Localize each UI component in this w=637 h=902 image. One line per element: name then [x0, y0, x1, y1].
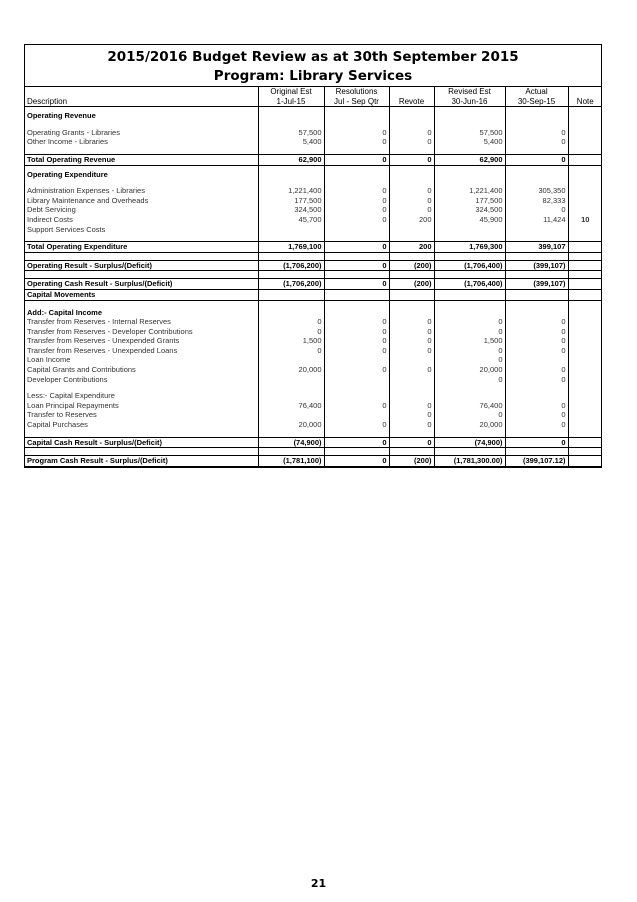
- cell-res: 0: [324, 215, 389, 225]
- cell-actual: [505, 355, 568, 365]
- operating-cash-result-row: [25, 279, 602, 290]
- cell-actual: (399,107.12): [505, 456, 568, 467]
- table-row: [25, 410, 602, 420]
- cell-actual: 305,350: [505, 186, 568, 196]
- cell-actual: 399,107: [505, 242, 568, 253]
- cell-rev: 0: [389, 205, 434, 215]
- cell-desc: Support Services Costs: [27, 224, 106, 234]
- cell-desc: Program Cash Result - Surplus/(Deficit): [25, 456, 258, 467]
- cell-orig: 177,500: [258, 196, 324, 206]
- cell-rev: [389, 225, 434, 235]
- cell-orig: (1,706,200): [258, 279, 324, 290]
- cell-rev: 0: [389, 336, 434, 346]
- cell-desc: Transfer to Reserves: [27, 410, 97, 420]
- cell-note: [568, 128, 602, 138]
- cell-actual: 0: [505, 137, 568, 147]
- budget-table: [25, 86, 602, 467]
- cell-rev: 200: [389, 215, 434, 225]
- cell-rev: 0: [389, 401, 434, 411]
- cell-res: 0: [324, 205, 389, 215]
- cell-actual: 82,333: [505, 196, 568, 206]
- cell-orig: [258, 355, 324, 365]
- cell-rev: 0: [389, 186, 434, 196]
- cell-orig: 20,000: [258, 365, 324, 375]
- cell-res: [324, 355, 389, 365]
- section-operating-revenue-label: Operating Revenue: [27, 111, 96, 121]
- cell-desc: Capital Cash Result - Surplus/(Deficit): [25, 437, 258, 448]
- cell-rev: (200): [389, 456, 434, 467]
- header-actual: Actual: [505, 87, 568, 97]
- header-revised-date: 30-Jun-16: [434, 97, 505, 107]
- total-operating-expenditure-row: [25, 242, 602, 253]
- header-original-est: Original Est: [258, 87, 324, 97]
- cell-desc: Developer Contributions: [27, 374, 108, 384]
- page-number: 21: [310, 877, 327, 890]
- cell-revised: [434, 225, 505, 235]
- cell-desc: Capital Grants and Contributions: [27, 365, 136, 375]
- cell-rev: 0: [389, 420, 434, 430]
- cell-desc: Total Operating Revenue: [25, 154, 258, 165]
- table-row: [25, 137, 602, 147]
- cell-orig: 45,700: [258, 215, 324, 225]
- cell-actual: 0: [505, 327, 568, 337]
- cell-actual: 0: [505, 317, 568, 327]
- section-capital-movements-label: Capital Movements: [25, 289, 258, 300]
- cell-rev: [389, 355, 434, 365]
- cell-actual: 0: [505, 346, 568, 356]
- table-row: [25, 215, 602, 225]
- section-capital-movements: [25, 289, 602, 300]
- cell-revised: 177,500: [434, 196, 505, 206]
- cell-actual: 0: [505, 437, 568, 448]
- cell-orig: 5,400: [258, 137, 324, 147]
- cell-res: 0: [324, 365, 389, 375]
- cell-note: [568, 205, 602, 215]
- cell-note: [568, 186, 602, 196]
- cell-rev: 0: [389, 365, 434, 375]
- header-note: Note: [568, 97, 602, 107]
- cell-res: 0: [324, 186, 389, 196]
- header-revote: Revote: [389, 97, 434, 107]
- header-row-1: [25, 87, 602, 97]
- table-row: [25, 401, 602, 411]
- operating-result-row: [25, 260, 602, 271]
- cell-orig: [258, 375, 324, 385]
- cell-revised: 1,221,400: [434, 186, 505, 196]
- cell-rev: 0: [389, 196, 434, 206]
- cell-revised: 76,400: [434, 401, 505, 411]
- cell-note: [568, 137, 602, 147]
- cell-rev: 0: [389, 437, 434, 448]
- cell-desc: Loan Income: [27, 355, 71, 365]
- cell-revised: (1,706,400): [434, 279, 505, 290]
- table-row: [25, 225, 602, 235]
- cell-orig: 1,500: [258, 336, 324, 346]
- cell-actual: 0: [505, 410, 568, 420]
- cell-revised: 57,500: [434, 128, 505, 138]
- cell-res: [324, 225, 389, 235]
- cell-actual: 0: [505, 401, 568, 411]
- table-row: [25, 196, 602, 206]
- cell-revised: 0: [434, 317, 505, 327]
- table-row: [25, 420, 602, 430]
- cell-revised: 20,000: [434, 420, 505, 430]
- cell-res: 0: [324, 456, 389, 467]
- cell-revised: 1,769,300: [434, 242, 505, 253]
- cell-rev: 200: [389, 242, 434, 253]
- budget-review-sheet: [24, 44, 602, 468]
- section-capital-expenditure: [25, 391, 602, 401]
- table-row: [25, 375, 602, 385]
- cell-desc: Operating Grants - Libraries: [27, 127, 120, 137]
- cell-actual: 0: [505, 336, 568, 346]
- cell-desc: Operating Cash Result - Surplus/(Deficit): [25, 279, 258, 290]
- cell-res: 0: [324, 401, 389, 411]
- cell-res: 0: [324, 327, 389, 337]
- cell-desc: Administration Expenses - Libraries: [27, 186, 145, 196]
- cell-orig: (74,900): [258, 437, 324, 448]
- section-capital-income-label: Add:- Capital Income: [27, 307, 103, 317]
- cell-desc: Indirect Costs: [27, 214, 73, 224]
- cell-actual: 0: [505, 375, 568, 385]
- section-operating-expenditure: [25, 170, 602, 180]
- capital-cash-result-row: [25, 437, 602, 448]
- header-revised-est: Revised Est: [434, 87, 505, 97]
- cell-rev: 0: [389, 128, 434, 138]
- header-original-date: 1-Jul-15: [258, 97, 324, 107]
- cell-rev: 0: [389, 346, 434, 356]
- cell-res: 0: [324, 260, 389, 271]
- header-actual-date: 30-Sep-15: [505, 97, 568, 107]
- cell-note: [568, 196, 602, 206]
- cell-desc: Transfer from Reserves - Unexpended Grants: [27, 336, 180, 346]
- cell-revised: 324,500: [434, 205, 505, 215]
- cell-desc: Transfer from Reserves - Developer Contributions: [27, 326, 193, 336]
- cell-revised: 0: [434, 410, 505, 420]
- table-row: [25, 327, 602, 337]
- cell-desc: Capital Purchases: [27, 420, 88, 430]
- cell-rev: 0: [389, 410, 434, 420]
- cell-orig: 76,400: [258, 401, 324, 411]
- cell-actual: [505, 225, 568, 235]
- header-resolutions-period: Jul - Sep Qtr: [324, 97, 389, 107]
- cell-res: 0: [324, 242, 389, 253]
- cell-rev: (200): [389, 260, 434, 271]
- cell-actual: 0: [505, 205, 568, 215]
- cell-orig: 57,500: [258, 128, 324, 138]
- cell-res: 0: [324, 346, 389, 356]
- cell-actual: 11,424: [505, 215, 568, 225]
- cell-res: 0: [324, 317, 389, 327]
- table-row: [25, 186, 602, 196]
- table-row: [25, 346, 602, 356]
- header-description: Description: [25, 97, 258, 107]
- cell-note: [568, 225, 602, 235]
- program-title: Program: Library Services: [213, 68, 413, 84]
- cell-revised: 45,900: [434, 215, 505, 225]
- cell-rev: 0: [389, 154, 434, 165]
- cell-res: [324, 410, 389, 420]
- cell-res: 0: [324, 336, 389, 346]
- cell-revised: 5,400: [434, 137, 505, 147]
- table-row: [25, 355, 602, 365]
- cell-res: 0: [324, 196, 389, 206]
- cell-orig: 1,221,400: [258, 186, 324, 196]
- cell-orig: [258, 410, 324, 420]
- cell-desc: Transfer from Reserves - Internal Reserves: [27, 317, 171, 327]
- cell-orig: 324,500: [258, 205, 324, 215]
- program-cash-result-row: [25, 456, 602, 467]
- section-capital-income: [25, 308, 602, 318]
- cell-desc: Debt Servicing: [27, 205, 76, 215]
- cell-rev: 0: [389, 137, 434, 147]
- cell-res: 0: [324, 420, 389, 430]
- cell-revised: 0: [434, 375, 505, 385]
- cell-orig: (1,781,100): [258, 456, 324, 467]
- cell-actual: 0: [505, 128, 568, 138]
- section-operating-revenue: [25, 111, 602, 121]
- header-row-2: [25, 97, 602, 107]
- cell-desc: Other Income - Libraries: [27, 137, 108, 147]
- table-row: [25, 317, 602, 327]
- cell-desc: Loan Principal Repayments: [27, 400, 119, 410]
- table-row: [25, 205, 602, 215]
- table-row: [25, 336, 602, 346]
- cell-rev: [389, 375, 434, 385]
- cell-orig: [258, 225, 324, 235]
- cell-desc: Operating Result - Surplus/(Deficit): [25, 260, 258, 271]
- cell-res: 0: [324, 128, 389, 138]
- cell-res: 0: [324, 279, 389, 290]
- cell-res: 0: [324, 437, 389, 448]
- cell-res: [324, 375, 389, 385]
- page-title: 2015/2016 Budget Review as at 30th September 2015: [107, 49, 519, 65]
- cell-actual: (399,107): [505, 260, 568, 271]
- cell-revised: 0: [434, 355, 505, 365]
- cell-rev: 0: [389, 317, 434, 327]
- cell-desc: Total Operating Expenditure: [25, 242, 258, 253]
- cell-revised: 62,900: [434, 154, 505, 165]
- cell-actual: 0: [505, 365, 568, 375]
- cell-orig: (1,706,200): [258, 260, 324, 271]
- cell-actual: 0: [505, 154, 568, 165]
- header-resolutions: Resolutions: [324, 87, 389, 97]
- cell-orig: 0: [258, 327, 324, 337]
- total-operating-revenue-row: [25, 154, 602, 165]
- table-row: [25, 128, 602, 138]
- cell-revised: 20,000: [434, 365, 505, 375]
- cell-actual: (399,107): [505, 279, 568, 290]
- cell-revised: 0: [434, 346, 505, 356]
- cell-revised: (1,706,400): [434, 260, 505, 271]
- cell-res: 0: [324, 154, 389, 165]
- cell-orig: 62,900: [258, 154, 324, 165]
- cell-revised: (74,900): [434, 437, 505, 448]
- cell-rev: 0: [389, 327, 434, 337]
- table-row: [25, 365, 602, 375]
- cell-orig: 1,769,100: [258, 242, 324, 253]
- cell-revised: (1,781,300.00): [434, 456, 505, 467]
- cell-desc: Transfer from Reserves - Unexpended Loans: [27, 345, 178, 355]
- cell-desc: Library Maintenance and Overheads: [27, 195, 149, 205]
- cell-orig: 0: [258, 346, 324, 356]
- section-capital-expenditure-label: Less:- Capital Expenditure: [27, 391, 115, 401]
- cell-actual: 0: [505, 420, 568, 430]
- cell-revised: 0: [434, 327, 505, 337]
- cell-res: 0: [324, 137, 389, 147]
- section-operating-expenditure-label: Operating Expenditure: [27, 169, 108, 179]
- cell-rev: (200): [389, 279, 434, 290]
- cell-orig: 0: [258, 317, 324, 327]
- cell-note: 10: [568, 215, 602, 225]
- cell-orig: 20,000: [258, 420, 324, 430]
- cell-revised: 1,500: [434, 336, 505, 346]
